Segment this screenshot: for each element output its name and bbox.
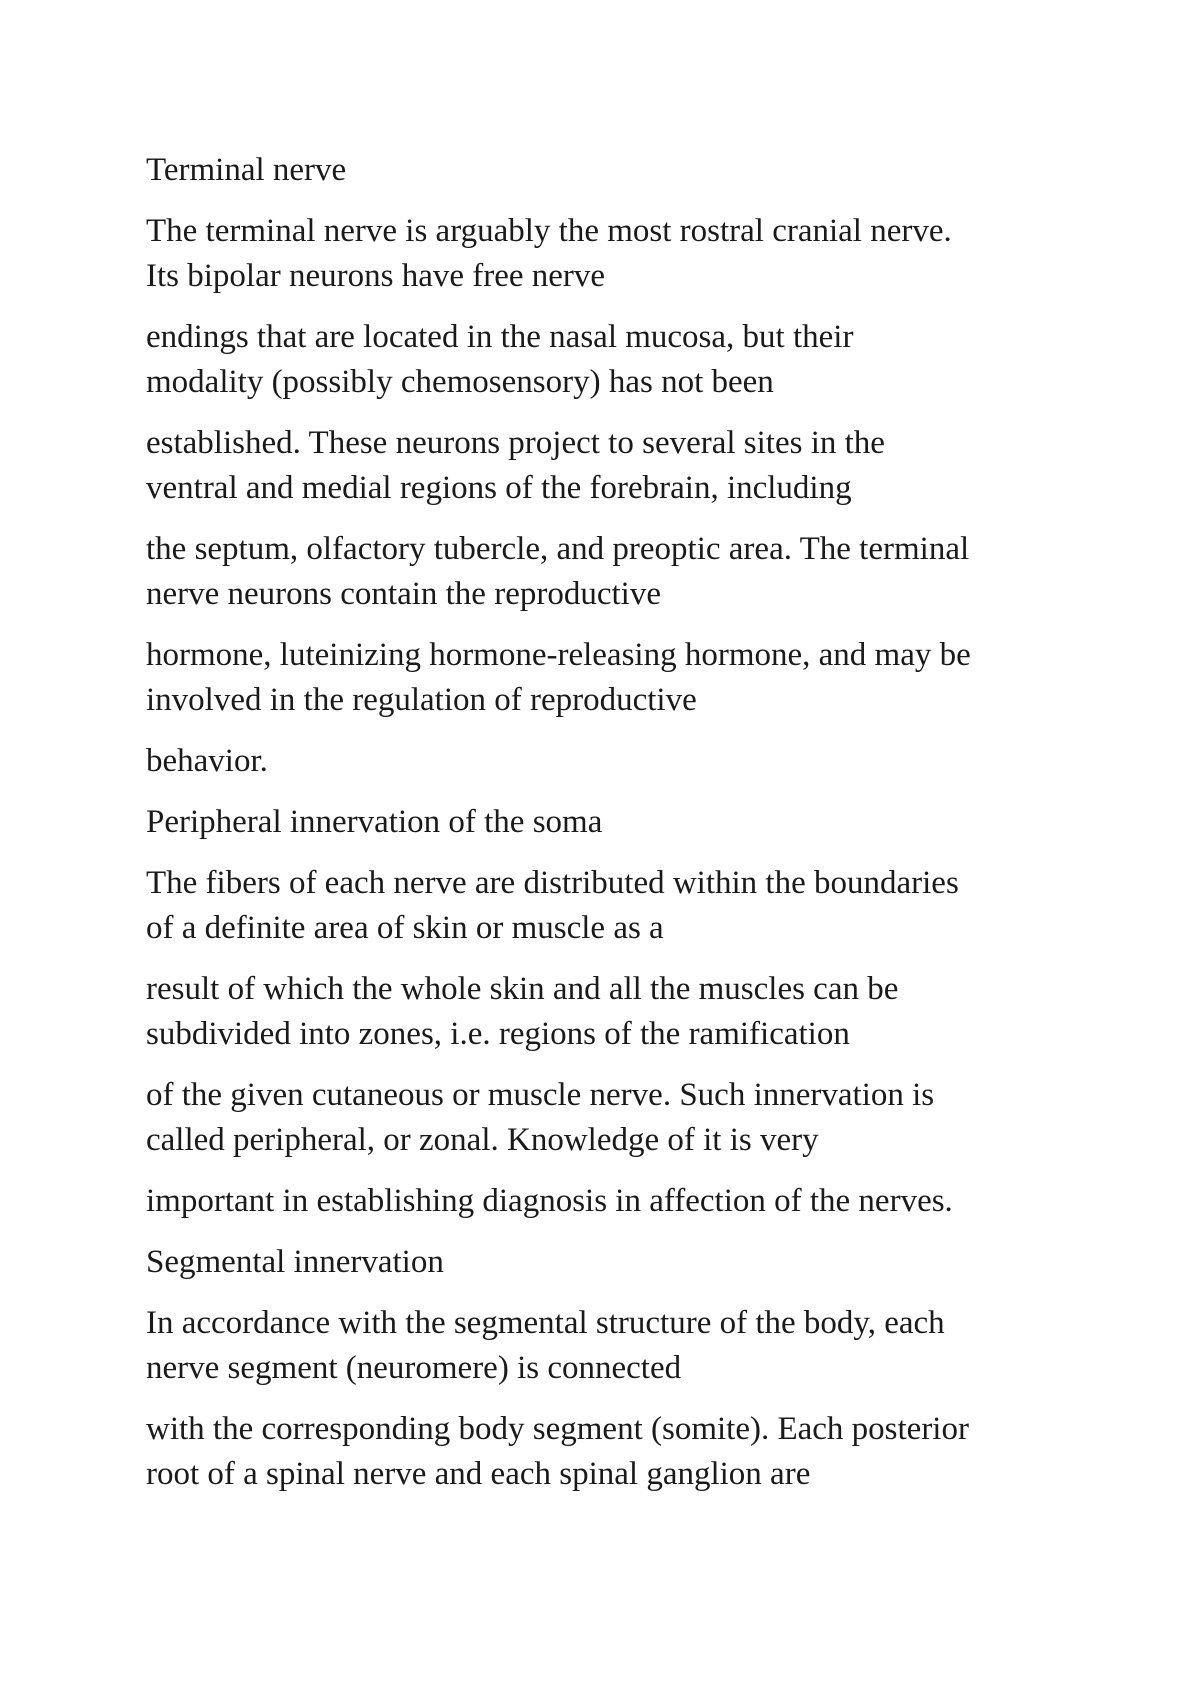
paragraph [146, 633, 1086, 723]
paragraph [146, 1301, 1086, 1391]
paragraph [146, 1240, 1086, 1285]
text-line: hormone, luteinizing hormone-releasing hormone, and may be [146, 637, 971, 673]
document-body [146, 148, 1086, 1513]
paragraph [146, 315, 1086, 405]
text-line: of a definite area of skin or muscle as a [146, 910, 664, 946]
paragraph [146, 209, 1086, 299]
text-line: ventral and medial regions of the forebrain, including [146, 470, 852, 506]
text-line: Peripheral innervation of the soma [146, 804, 603, 840]
text-line: with the corresponding body segment (somite). Each posterior [146, 1411, 969, 1447]
text-line: modality (possibly chemosensory) has not been [146, 364, 774, 400]
paragraph [146, 1407, 1086, 1497]
text-line: involved in the regulation of reproductive [146, 682, 697, 718]
text-line: In accordance with the segmental structure of the body, each [146, 1305, 945, 1341]
text-line: endings that are located in the nasal mucosa, but their [146, 319, 854, 355]
paragraph [146, 967, 1086, 1057]
text-line: subdivided into zones, i.e. regions of the ramification [146, 1016, 850, 1052]
text-line: Terminal nerve [146, 152, 347, 188]
text-line: behavior. [146, 743, 268, 779]
paragraph [146, 1179, 1086, 1224]
text-line: important in establishing diagnosis in affection of the nerves. [146, 1183, 953, 1219]
text-line: called peripheral, or zonal. Knowledge of it is very [146, 1122, 819, 1158]
text-line: Segmental innervation [146, 1244, 444, 1280]
text-line: The terminal nerve is arguably the most rostral cranial nerve. [146, 213, 952, 249]
paragraph [146, 800, 1086, 845]
text-line: established. These neurons project to several sites in the [146, 425, 885, 461]
text-line: nerve segment (neuromere) is connected [146, 1350, 682, 1386]
paragraph [146, 421, 1086, 511]
paragraph [146, 739, 1086, 784]
text-line: The fibers of each nerve are distributed within the boundaries [146, 865, 959, 901]
text-line: nerve neurons contain the reproductive [146, 576, 661, 612]
paragraph [146, 148, 1086, 193]
paragraph [146, 861, 1086, 951]
paragraph [146, 527, 1086, 617]
text-line: Its bipolar neurons have free nerve [146, 258, 606, 294]
text-line: root of a spinal nerve and each spinal ganglion are [146, 1456, 811, 1492]
text-line: result of which the whole skin and all the muscles can be [146, 971, 899, 1007]
paragraph [146, 1073, 1086, 1163]
text-line: the septum, olfactory tubercle, and preoptic area. The terminal [146, 531, 970, 567]
text-line: of the given cutaneous or muscle nerve. Such innervation is [146, 1077, 935, 1113]
